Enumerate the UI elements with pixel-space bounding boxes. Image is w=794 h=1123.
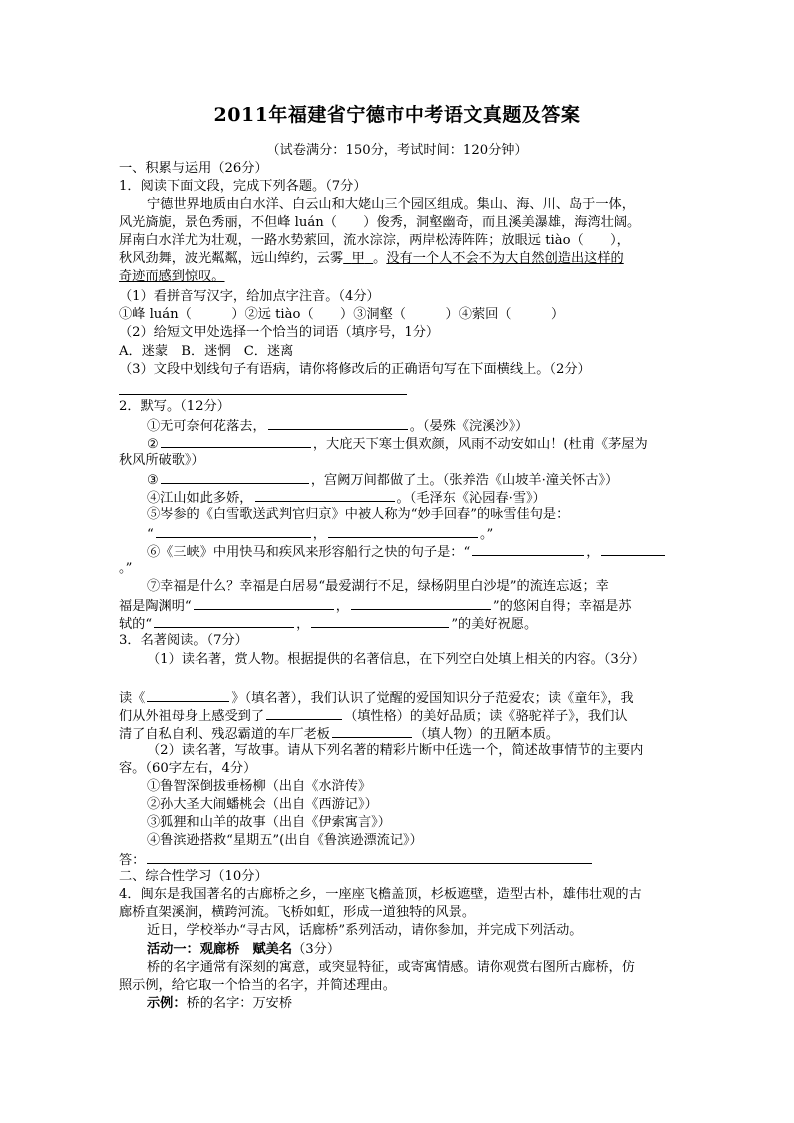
answer-blank[interactable]	[266, 706, 342, 720]
q2-item	[147, 434, 707, 454]
answer-blank[interactable]	[154, 614, 294, 628]
q2-text: 轼的“	[119, 617, 153, 632]
q1-sub1-items: ①峰 luán（ ）②远 tiào（ ）③洞壑（ ）④萦回（ ）	[119, 307, 565, 322]
answer-label: 答：	[119, 853, 146, 868]
q3-sub1: （1）读名著，赏人物。根据提供的名著信息，在下列空白处填上相关的内容。（3分）	[147, 652, 646, 667]
q2-text: ④江山如此多娇，	[147, 491, 253, 506]
q2-text: ③	[147, 473, 159, 488]
answer-line[interactable]	[119, 394, 407, 395]
q2-text: 。（毛泽东《沁园春·雪》）	[396, 491, 546, 506]
q1-stem: 1．阅读下面文段，完成下列各题。（7分）	[119, 179, 367, 194]
q2-item	[119, 596, 679, 616]
q1-passage-line: 风光旖旎，景色秀丽，不但峰 luán（ ）俊秀，洞壑幽奇，而且溪美瀑雄，海湾壮阔。	[119, 215, 641, 230]
q4-text: 近日，学校举办“寻古风，话廊桥”系列活动，请你参加，并完成下列活动。	[147, 923, 583, 938]
q3-stem: 3．名著阅读。（7分）	[119, 633, 248, 648]
q2-item	[147, 524, 707, 544]
q2-text: ①无可奈何花落去，	[147, 419, 266, 434]
q2-item	[119, 614, 679, 634]
exam-info: （试卷满分：150分，考试时间：120分钟）	[266, 143, 528, 158]
answer-blank[interactable]	[332, 724, 412, 738]
q4-text: 4．闽东是我国著名的古廊桥之乡，一座座飞檐盖顶，杉板遮壁，造型古朴，雄伟壮观的古	[119, 887, 642, 902]
q2-text: ”的美好祝愿。	[451, 617, 538, 632]
example-label: 示例：	[147, 996, 187, 1011]
q1-passage-line: 屏南白水洋尤为壮观，一路水势萦回，流水淙淙，两岸松涛阵阵；放眼远 tiào（ ），	[119, 233, 630, 248]
q2-item: 。”	[119, 561, 133, 576]
example-text: 桥的名字：万安桥	[186, 996, 293, 1011]
q3-line	[119, 706, 679, 726]
answer-blank[interactable]	[601, 542, 665, 556]
q4-text: 廊桥直架溪涧，横跨河流。飞桥如虹，形成一道独特的风景。	[119, 905, 476, 920]
underlined-sentence: 没有一个人不会不为大自然创造出这样的	[386, 251, 624, 266]
q3-option: ③狐狸和山羊的故事（出自《伊索寓言》）	[147, 815, 391, 830]
q3-answer	[119, 850, 679, 870]
answer-blank[interactable]	[156, 524, 311, 538]
q3-option: ④鲁滨逊搭救“星期五”(出自《鲁滨逊漂流记》）	[147, 833, 423, 848]
q4-text: 照示例，给它取一个恰当的名字，并简述理由。	[119, 978, 396, 993]
q2-item: 秋风所破歌》）	[119, 453, 205, 468]
activity-heading	[147, 941, 707, 959]
answer-blank[interactable]	[255, 488, 395, 502]
q3-sub2: （2）读名著，写故事。请从下列名著的精彩片断中任选一个，简述故事情节的主要内	[147, 743, 644, 758]
q3-text: 读《	[119, 691, 146, 706]
q3-text: 清了自私自利、残忍霸道的车厂老板	[119, 727, 330, 742]
q2-item	[147, 416, 707, 436]
q1-sub2: （2）给短文甲处选择一个恰当的词语（填序号，1分）	[119, 325, 440, 340]
answer-blank[interactable]	[351, 596, 491, 610]
fill-blank-label: 甲	[351, 251, 365, 266]
q2-text: 福是陶渊明“	[119, 599, 192, 614]
q1-sub2-options: A．迷蒙 B．迷惘 C．迷离	[119, 344, 294, 359]
q2-item	[147, 470, 707, 490]
example-line	[147, 995, 707, 1013]
answer-blank[interactable]	[194, 596, 334, 610]
q2-text: “	[147, 527, 154, 542]
q3-text: 们从外祖母身上感受到了	[119, 709, 265, 724]
q3-text: （填人物）的丑陋本质。	[414, 727, 560, 742]
section-heading-1: 一、积累与运用（26分）	[119, 161, 268, 176]
q2-text: ，	[335, 599, 349, 614]
q2-text: 。（晏殊《浣溪沙》）	[409, 419, 529, 434]
q1-passage-line: 宁德世界地质由白水洋、白云山和大姥山三个园区组成。集山、海、川、岛于一体，	[147, 197, 635, 212]
q3-option: ①鲁智深倒拔垂杨柳（出自《水浒传》	[147, 779, 372, 794]
q3-sub2b: 容。（60字左右，4分）	[119, 761, 257, 776]
q2-item	[147, 542, 707, 562]
underlined-sentence: 奇迹而感到惊叹。	[119, 269, 225, 284]
q2-text: ，	[296, 617, 310, 632]
fill-blank-jia	[343, 251, 373, 266]
section-heading-2: 二、综合性学习（10分）	[119, 869, 268, 884]
answer-blank[interactable]	[161, 434, 311, 448]
answer-blank[interactable]	[268, 416, 408, 430]
q3-line	[119, 724, 679, 744]
q2-text: ②	[147, 437, 159, 452]
q3-option: ②孙大圣大闹蟠桃会（出自《西游记》）	[147, 797, 378, 812]
passage-text: 秋风劲舞，波光粼粼，远山绰约，云雾	[119, 251, 344, 266]
answer-blank[interactable]	[147, 850, 592, 864]
answer-blank[interactable]	[328, 524, 478, 538]
q1-passage-line	[119, 268, 679, 286]
q2-text: ⑥《三峡》中用快马和疾风来形容船行之快的句子是：“	[147, 545, 471, 560]
answer-blank[interactable]	[472, 542, 584, 556]
q1-passage-line	[119, 250, 679, 268]
answer-blank[interactable]	[161, 470, 309, 484]
q2-item	[147, 488, 707, 508]
q3-text: 》（填名著），我们认识了觉醒的爱国知识分子范爱农；读《童年》，我	[231, 691, 634, 706]
q2-text: ，	[312, 527, 326, 542]
q2-text: 。”	[479, 527, 494, 542]
q3-text: （填性格）的美好品质；读《骆驼祥子》，我们认	[344, 709, 628, 724]
answer-blank[interactable]	[147, 688, 229, 702]
answer-blank[interactable]	[311, 614, 449, 628]
activity-label: 活动一：观廊桥 赋美名	[147, 942, 293, 957]
q2-text: ，	[586, 545, 600, 560]
q2-text: ，宫阙万间都做了土。（张养浩《山坡羊·潼关怀古》）	[310, 473, 619, 488]
q3-line	[119, 688, 679, 708]
q2-text: ”的悠闲自得；幸福是苏	[492, 599, 632, 614]
q4-text: 桥的名字通常有深刻的寓意，或突显特征，或寄寓情感。请你观赏右图所古廊桥，仿	[147, 960, 635, 975]
q1-sub1: （1）看拼音写汉字，给加点字注音。（4分）	[119, 289, 380, 304]
activity-score: （3分）	[292, 942, 341, 957]
q2-text: ，大庇天下寒士俱欢颜，风雨不动安如山！(杜甫《茅屋为	[312, 437, 648, 452]
passage-text: 。	[373, 251, 387, 266]
q2-item: ⑦幸福是什么？幸福是白居易“最爱湖行不足，绿杨阴里白沙堤”的流连忘返；幸	[147, 579, 609, 594]
q2-item: ⑤岑参的《白雪歌送武判官归京》中被人称为“妙手回春”的咏雪佳句是：	[147, 507, 570, 522]
q1-sub3: （3）文段中划线句子有语病，请你将修改后的正确语句写在下面横线上。（2分）	[119, 362, 591, 377]
q2-stem: 2．默写。（12分）	[119, 399, 230, 414]
page-title: 2011年福建省宁德市中考语文真题及答案	[213, 104, 581, 126]
